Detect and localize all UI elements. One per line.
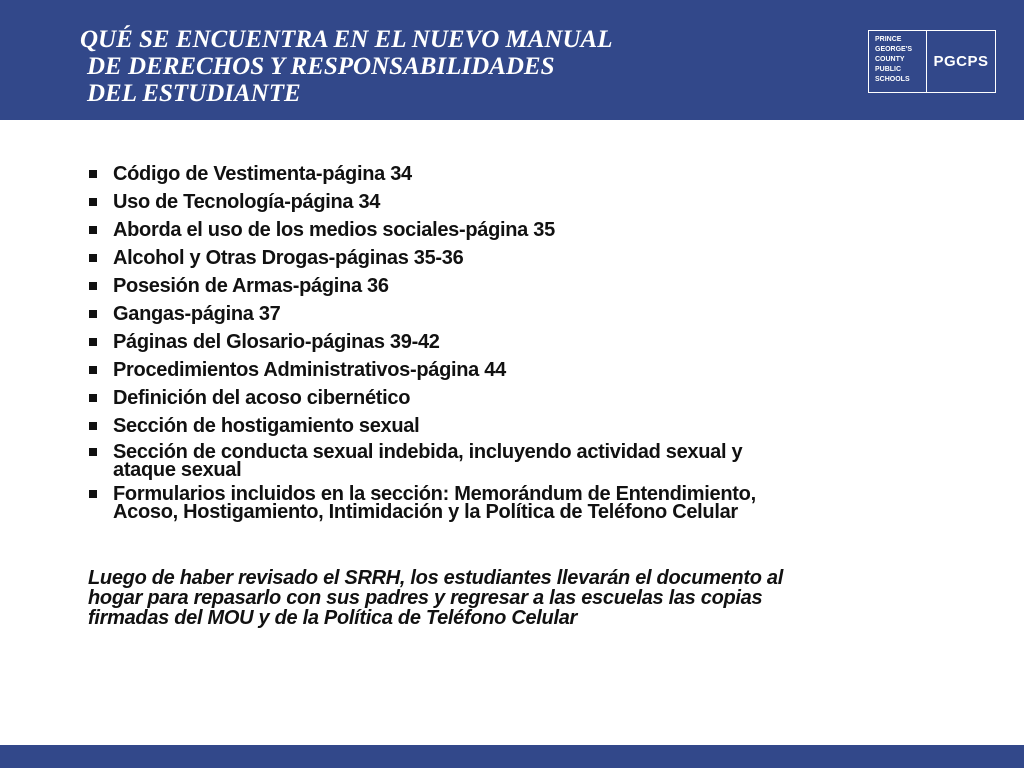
list-item-text: Procedimientos Administrativos-página 44 — [113, 359, 506, 381]
square-bullet-icon — [89, 254, 97, 262]
list-item-text: Alcohol y Otras Drogas-páginas 35-36 — [113, 247, 464, 269]
list-item-text: Posesión de Armas-página 36 — [113, 275, 389, 297]
title-line: QUÉ SE ENCUENTRA EN EL NUEVO MANUAL — [80, 26, 613, 53]
square-bullet-icon — [89, 198, 97, 206]
square-bullet-icon — [89, 170, 97, 178]
square-bullet-icon — [89, 226, 97, 234]
logo-text-line: PRINCE — [875, 36, 902, 43]
logo-acronym: PGCPS — [933, 53, 989, 70]
closing-note — [88, 568, 783, 628]
logo-text-line: COUNTY — [875, 56, 905, 63]
list-item-text — [113, 443, 888, 479]
list-item — [88, 331, 888, 354]
square-bullet-icon — [89, 490, 97, 498]
list-item — [88, 303, 888, 326]
list-item-line: Sección de conducta sexual indebida, incluyendo actividad sexual y — [113, 441, 743, 463]
list-item-text: Gangas-página 37 — [113, 303, 281, 325]
list-item — [88, 443, 888, 479]
list-item-text — [113, 485, 888, 521]
list-item — [88, 163, 888, 186]
list-item-line: Acoso, Hostigamiento, Intimidación y la Política de Teléfono Celular — [113, 501, 738, 523]
closing-line: firmadas del MOU y de la Política de Teléfono Celular — [88, 607, 578, 629]
list-item — [88, 359, 888, 382]
closing-line: hogar para repasarlo con sus padres y regresar a las escuelas las copias — [88, 587, 763, 609]
list-item — [88, 415, 888, 438]
square-bullet-icon — [89, 448, 97, 456]
square-bullet-icon — [89, 422, 97, 430]
square-bullet-icon — [89, 282, 97, 290]
square-bullet-icon — [89, 338, 97, 346]
logo-district-name — [869, 31, 927, 92]
list-item-text: Páginas del Glosario-páginas 39-42 — [113, 331, 440, 353]
logo-text-line: PUBLIC — [875, 66, 902, 73]
logo-text-line: SCHOOLS — [875, 76, 910, 83]
title-line: DEL ESTUDIANTE — [87, 80, 301, 107]
square-bullet-icon — [89, 394, 97, 402]
footer-band — [0, 745, 1024, 768]
list-item-line: ataque sexual — [113, 459, 242, 481]
slide-title — [80, 26, 613, 107]
list-item — [88, 219, 888, 242]
square-bullet-icon — [89, 366, 97, 374]
list-item-text: Aborda el uso de los medios sociales-página 35 — [113, 219, 555, 241]
list-item — [88, 485, 888, 521]
list-item — [88, 191, 888, 214]
logo-text-line: GEORGE'S — [875, 46, 913, 53]
list-item-text: Uso de Tecnología-página 34 — [113, 191, 381, 213]
list-item-text: Código de Vestimenta-página 34 — [113, 163, 412, 185]
title-line: DE DERECHOS Y RESPONSABILIDADES — [87, 53, 555, 80]
square-bullet-icon — [89, 310, 97, 318]
list-item-text: Definición del acoso cibernético — [113, 387, 411, 409]
list-item — [88, 387, 888, 410]
pgcps-logo — [868, 30, 996, 93]
topics-list — [88, 163, 888, 527]
list-item-text: Sección de hostigamiento sexual — [113, 415, 420, 437]
list-item — [88, 247, 888, 270]
closing-line: Luego de haber revisado el SRRH, los estudiantes llevarán el documento al — [88, 567, 783, 589]
list-item-line: Formularios incluidos en la sección: Memorándum de Entendimiento, — [113, 483, 756, 505]
list-item — [88, 275, 888, 298]
